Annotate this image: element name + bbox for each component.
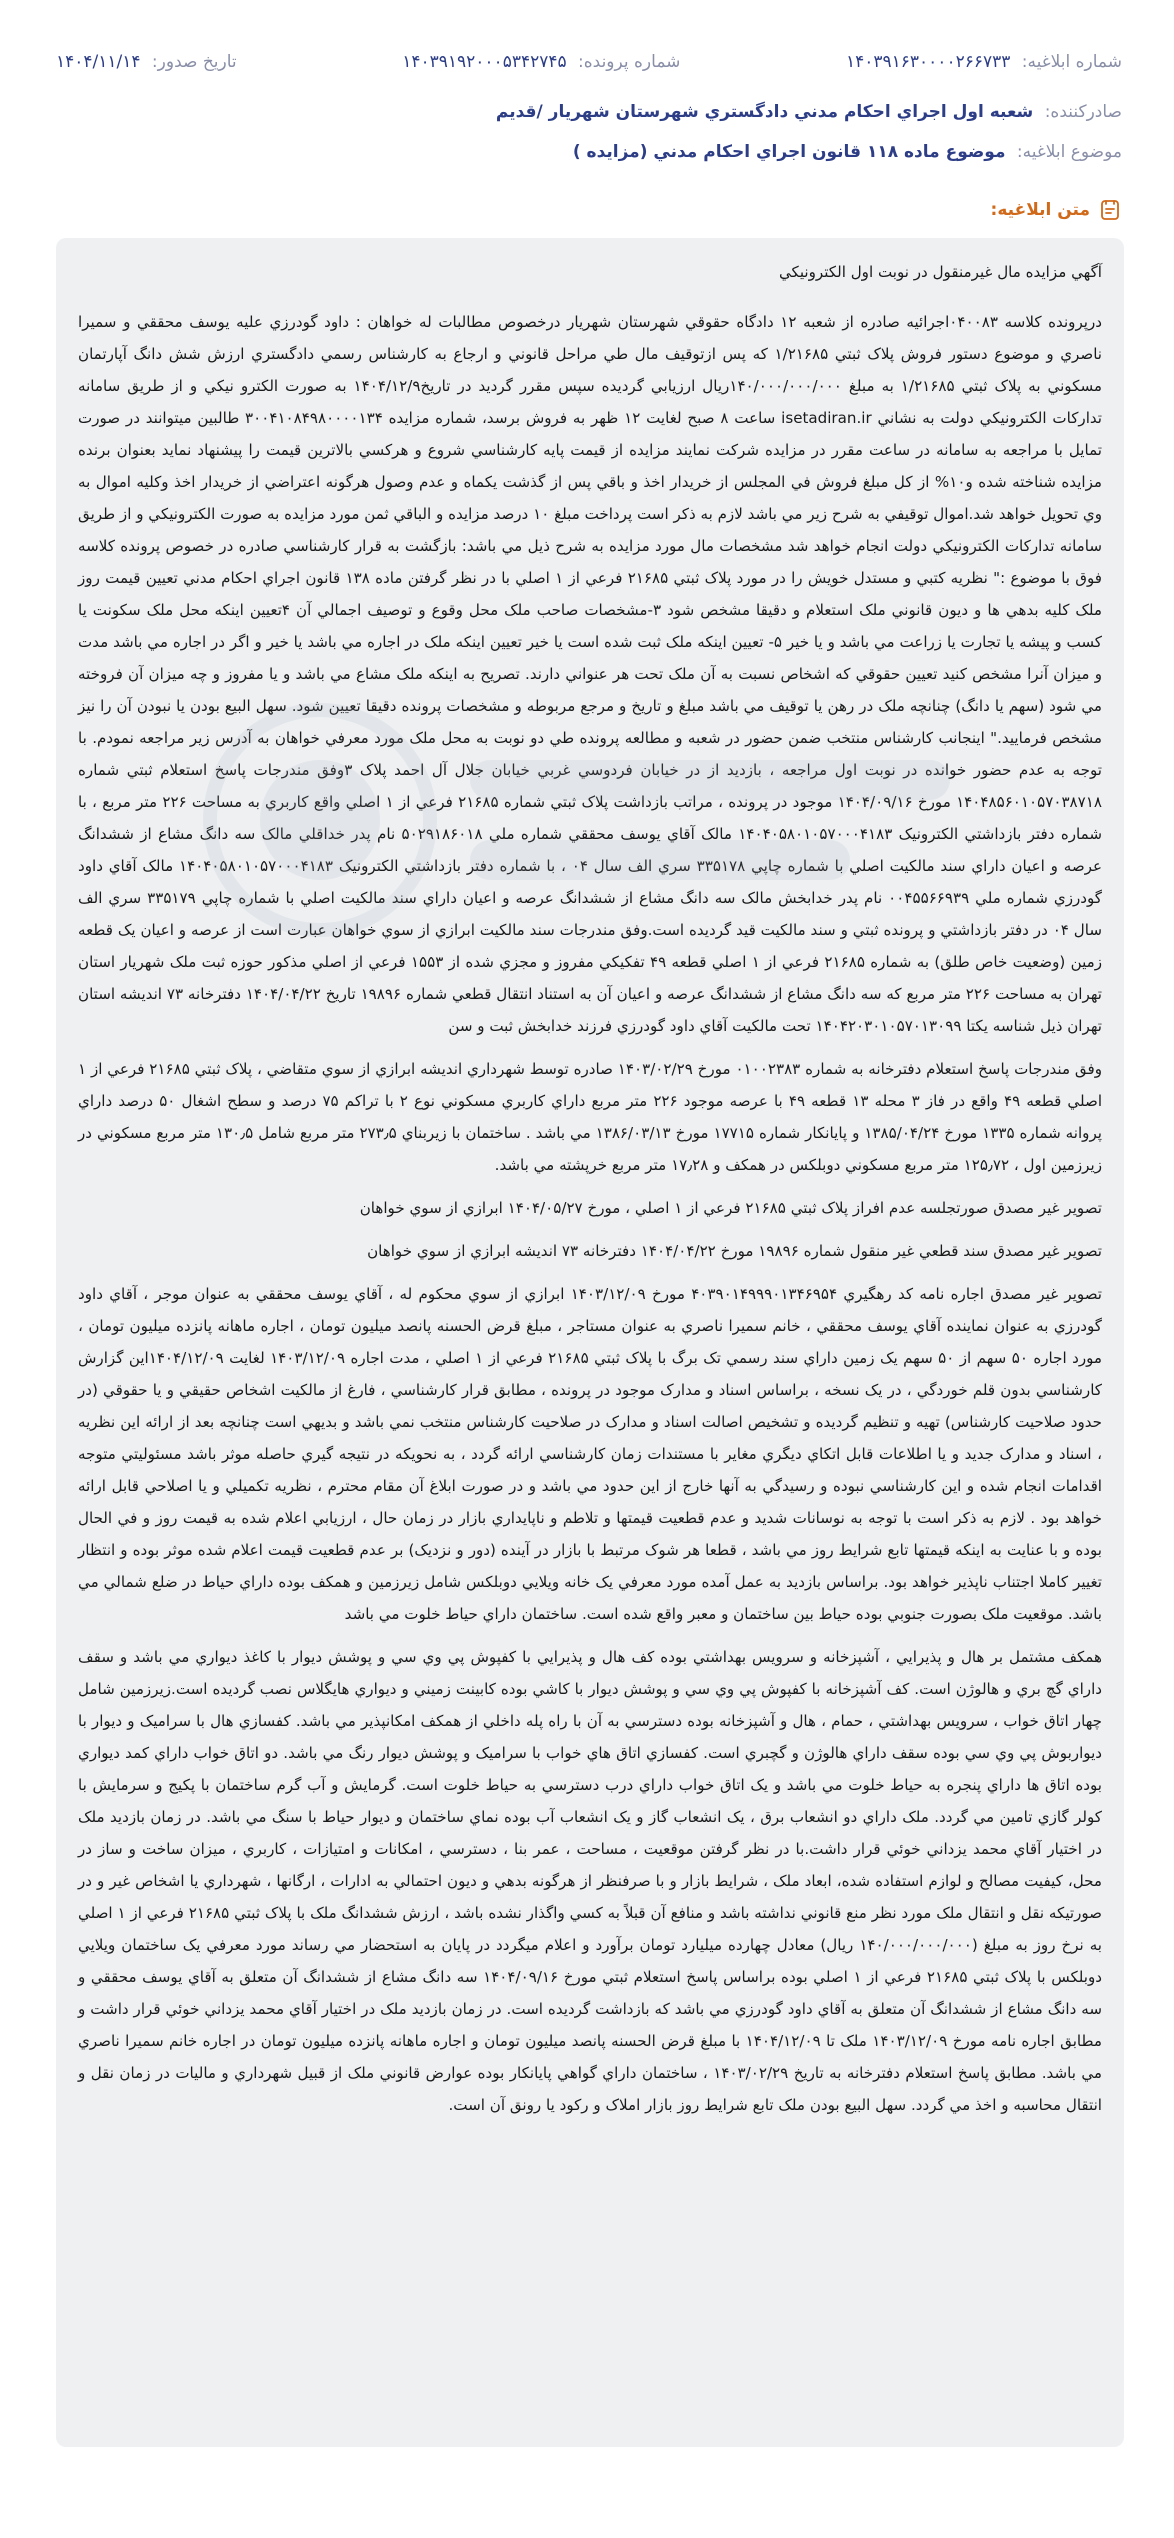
issuer-value: شعبه اول اجراي احکام مدني دادگستري شهرستان شهريار /قديم [495,102,1034,122]
notice-paragraph: تصوير غير مصدق سند قطعي غير منقول شماره ۱۹۸۹۶ مورخ ۱۴۰۴/۰۴/۲۲ دفترخانه ۷۳ انديشه ابرازي از سوي خواهان [367,1242,1102,1260]
notice-document-icon [1098,198,1122,222]
meta-header-row [56,52,1122,72]
notice-text-title: متن ابلاغيه: [990,200,1090,220]
issuer-line [56,102,1122,122]
notice-number-label: شماره ابلاغيه: [1021,52,1122,72]
issue-date-value: ۱۴۰۴/۱۱/۱۴ [56,52,141,72]
issue-date [56,52,237,72]
issuer-label: صادرکننده: [1044,102,1122,122]
notice-body-title: آگهي مزايده مال غيرمنقول در نوبت اول الکترونيکي [778,263,1102,281]
subject-line [56,142,1122,162]
notice-body [56,238,1124,2447]
notice-number-value: ۱۴۰۳۹۱۶۳۰۰۰۰۲۶۶۷۳۳ [846,52,1011,72]
notice-paragraph: درپرونده کلاسه ۰۴۰۰۸۳اجرائيه صادره از شعبه ۱۲ دادگاه حقوقي شهرستان شهريار درخصوص مطالبات له خواهان : داود گودرزي عليه يوسف محققي و سميرا ناصري و موضوع دستور فروش پلاک ثبتي ۱/۲۱۶۸۵ که پس ازتوقيف مال طي مراحل قانوني و ارجاع به کارشناس رسمي دادگستري ارزش شش دانگ آپارتمان مسکوني به پلاک ثبتي ۱/۲۱۶۸۵ به مبلغ ۱۴۰/۰۰۰/۰۰۰/۰۰۰ريال ارزيابي گرديده سپس مقرر گرديد در تاريخ۱۴۰۴/۱۲/۹ به صورت الکترو نيکي و از طريق سامانه تدارکات الکترونيکي دولت به نشاني isetadiran.ir ساعت ۸ صبح لغايت ۱۲ ظهر به فروش برسد، شماره مزايده ۳۰۰۴۱۰۸۴۹۸۰۰۰۰۱۳۴ طالبين ميتوانند در صورت تمايل با مراجعه به سامانه در ساعت مقرر در مزايده شرکت نمايند مزايده از قيمت پايه کارشناسي شروع و هرکسي بالاترين قيمت را پيشنهاد نمايد بعنوان برنده مزايده شناخته شده و۱۰% از کل مبلغ فروش في المجلس از خريدار اخذ و باقي پس از گذشت يکماه و عدم وصول هرگونه اعتراضي از خريدار اخذ وکليه اموال به وي تحويل خواهد شد.اموال توقيفي به شرح زير مي باشد لازم به ذکر است پرداخت مبلغ ۱۰ درصد مزايده و الباقي ثمن مورد مزايده به صورت الکترونيکي و از طريق سامانه تدارکات الکترونيکي دولت انجام خواهد شد مشخصات مال مورد مزايده به شرح ذيل مي باشد: بازگشت به قرار کارشناسي صادره در خصوص پرونده کلاسه فوق با موضوع :" نظريه کتبي و مستدل خويش را در مورد پلاک ثبتي ۲۱۶۸۵ فرعي از ۱ اصلي با در نظر گرفتن ماده ۱۳۸ قانون اجراي احکام مدني تعيين قيمت روز ملک کليه بدهي ها و ديون قانوني ملک استعلام و دقيقا مشخص شود ۳-مشخصات صاحب ملک محل وقوع و توصيف اجمالي آن ۴تعيين اينکه محل ملک سکونت يا کسب و پيشه يا تجارت يا زراعت مي باشد و يا خير ۵- تعيين اينکه ملک ثبت شده است يا خير تعيين اينکه ملک در اجاره مي باشد يا خير و اگر در اجاره مي باشد مدت و ميزان آنرا مشخص کنيد تعيين حقوقي که اشخاص نسبت به آن ملک تحت هر عنواني دارند. تصريح به اينکه ملک مشاع مي باشد و يا مفروز و چه ميزان آن فروخته مي شود (سهم يا دانگ) چنانچه ملک در رهن يا توقيف مي باشد مبلغ و تاريخ و مرجع مربوطه و مشخصات پرونده دقيقا تعيين شود. سهل البيع بودن يا نبودن آن را نيز مشخص فرماييد." اينجانب کارشناس منتخب ضمن حضور در شعبه و مطالعه پرونده طي دو نوبت به محل ملک مورد معرفي خواهان به آدرس زير مراجعه نمودم. با توجه به عدم حضور خوانده در نوبت اول مراجعه ، بازديد از در خيابان فردوسي غربي خيابان جلال آل احمد پلاک ۳وفق مندرجات پاسخ استعلام ثبتي شماره ۱۴۰۴۸۵۶۰۱۰۵۷۰۳۸۷۱۸ مورخ ۱۴۰۴/۰۹/۱۶ موجود در پرونده ، مراتب بازداشت پلاک ثبتي شماره ۲۱۶۸۵ فرعي از ۱ اصلي واقع کاربري به مساحت ۲۲۶ متر مربع ، با شماره دفتر بازداشتي الکترونيک ۱۴۰۴۰۵۸۰۱۰۵۷۰۰۰۴۱۸۳ مالک آقاي يوسف محققي شماره ملي ۵۰۲۹۱۸۶۰۱۸ نام پدر خداقلي مالک سه دانگ مشاع از ششدانگ عرصه و اعيان داراي سند مالکيت اصلي با شماره چاپي ۳۳۵۱۷۸ سري الف سال ۰۴ ، با شماره دفتر بازداشتي الکترونيک ۱۴۰۴۰۵۸۰۱۰۵۷۰۰۰۴۱۸۳ مالک آقاي داود گودرزي شماره ملي ۰۰۴۵۵۶۶۹۳۹ نام پدر خدابخش مالک سه دانگ مشاع از ششدانگ عرصه و اعيان داراي سند مالکيت اصلي با شماره چاپي ۳۳۵۱۷۹ سري الف سال ۰۴ در دفتر بازداشتي و پرونده ثبتي و سند مالکيت قيد گرديده است.وفق مندرجات سند مالکيت ابرازي از سوي خواهان عبارت است از عرصه و اعيان يک قطعه زمين (وضعيت خاص طلق) به شماره ۲۱۶۸۵ فرعي از ۱ اصلي قطعه ۴۹ تفکيکي مفروز و مجزي شده از ۱۵۵۳ فرعي از اصلي مذکور حوزه ثبت ملک شهريار استان تهران به مساحت ۲۲۶ متر مربع که سه دانگ مشاع از ششدانگ عرصه و اعيان آن به استناد انتقال قطعي شماره ۱۹۸۹۶ تاريخ ۱۴۰۴/۰۴/۲۲ دفترخانه ۷۳ انديشه استان تهران ذيل شناسه يکتا ۱۴۰۴۲۰۳۰۱۰۵۷۰۱۳۰۹۹ تحت مالکيت آقاي داود گودرزي فرزند خدابخش ثبت و سن [78,313,1103,1035]
notice-paragraph: تصوير غير مصدق اجاره نامه کد رهگيري ۴۰۳۹۰۱۴۹۹۹۰۱۳۴۶۹۵۴ مورخ ۱۴۰۳/۱۲/۰۹ ابرازي از سوي محکوم له ، آقاي يوسف محققي به عنوان موجر ، آقاي داود گودرزي به عنوان نماينده آقاي يوسف محققي ، خانم سميرا ناصري به عنوان مستاجر ، مبلغ قرض الحسنه پانصد ميليون تومان ، اجاره ماهانه پانزده ميليون تومان ، مورد اجاره ۵۰ سهم از ۵۰ سهم يک زمين داراي سند رسمي تک برگ با پلاک ثبتي ۲۱۶۸۵ فرعي از ۱ اصلي ، مدت اجاره ۱۴۰۳/۱۲/۰۹ لغايت ۱۴۰۴/۱۲/۰۹اين گزارش کارشناسي بدون قلم خوردگي ، در يک نسخه ، براساس اسناد و مدارک موجود در پرونده ، مطابق قرار کارشناسي ، فارغ از مالکيت اشخاص حقيقي و يا حقوقي (در حدود صلاحيت کارشناس) تهيه و تنظيم گرديده و تشخيص اصالت اسناد و مدارک در صلاحيت کارشناس منتخب نمي باشد و بديهي است چنانچه بعد از ارائه اين نظريه ، اسناد و مدارک جديد و يا اطلاعات قابل اتکاي ديگري مغاير با مستندات زمان کارشناسي ارائه گردد ، به نحويکه در نتيجه گيري حاصله موثر باشد مسئوليتي متوجه اقدامات انجام شده و اين کارشناسي نبوده و رسيدگي به آنها خارج از اين حدود مي باشد و در صورت ابلاغ آن مقام محترم ، نظريه تکميلي و يا اصلاحي قابل ارائه خواهد بود . لازم به ذکر است با توجه به نوسانات شديد و عدم قطعيت قيمتها و تلاطم و ناپايداري بازار در زمان حال ، ارزيابي اعلام شده به قيمت روز و في الحال بوده و با عنايت به اينکه قيمتها تابع شرايط روز مي باشد ، قطعا هر شوک مرتبط با بازار در آينده (دور و نزديک) بر عدم قطعيت قيمت اعلام شده موثر بوده و انتظار تغيير کاملا اجتناب ناپذير خواهد بود. براساس بازديد به عمل آمده مورد معرفي يک خانه ويلايي دوبلکس شامل زيرزمين و همکف بوده داراي حياط در ضلع شمالي مي باشد. موقعيت ملک بصورت جنوبي بوده حياط بين ساختمان و معبر واقع شده است. ساختمان داراي حياط خلوت مي باشد [78,1285,1102,1623]
subject-label: موضوع ابلاغيه: [1016,142,1122,162]
case-number-value: ۱۴۰۳۹۱۹۲۰۰۰۵۳۴۲۷۴۵ [402,52,567,72]
notice-number [846,52,1122,72]
notice-paragraph: همکف مشتمل بر هال و پذيرايي ، آشپزخانه و سرويس بهداشتي بوده کف هال و پذيرايي با کفپوش پي وي سي و پوشش ديوار با کاغذ ديواري مي باشد و سقف داراي گچ بري و هالوژن است. کف آشپزخانه با کفپوش پي وي سي و پوشش ديوار با کاشي بوده کابينت زميني و ديواري هايگلاس نصب گرديده است.زيرزمين شامل چهار اتاق خواب ، سرويس بهداشتي ، حمام ، هال و آشپزخانه بوده دسترسي به آن با راه پله داخلي از همکف امکانپذير مي باشد. کفسازي هال با سراميک و ديوار با ديواربوش پي وي سي بوده سقف داراي هالوژن و گچبري است. کفسازي اتاق هاي خواب با سراميک و پوشش ديوار رنگ مي باشد. دو اتاق خواب داراي کمد ديواري بوده اتاق ها داراي پنجره به حياط خلوت مي باشد و يک اتاق خواب داراي درب دسترسي به حياط خلوت است. گرمايش و آب گرم ساختمان با پکيج و سرمايش با کولر گازي تامين مي گردد. ملک داراي دو انشعاب برق ، يک انشعاب گاز و يک انشعاب آب بوده نماي ساختمان و ديوار حياط با سنگ مي باشد. در زمان بازديد ملک در اختيار آقاي محمد يزداني خوئي قرار داشت.با در نظر گرفتن موقعيت ، مساحت ، عمر بنا ، دسترسي ، امکانات و امتيازات ، کاربري ، ميزان ساخت و ساز در محل، کيفيت مصالح و لوازم استفاده شده، ابعاد ملک ، شرايط بازار و با صرفنظر از هرگونه بدهي و ديون احتمالي به ادارات ، ارگانها ، شهرداري يا اشخاص غير و در صورتيکه نقل و انتقال ملک مورد نظر منع قانوني نداشته باشد و منافع آن قبلاً به کسي واگذار نشده باشد ، ارزش ششدانگ ملک با پلاک ثبتي ۲۱۶۸۵ فرعي از ۱ اصلي به نرخ روز به مبلغ (۱۴۰/۰۰۰/۰۰۰/۰۰۰ ريال) معادل چهارده ميليارد تومان برآورد و اعلام ميگردد در پايان به استحضار مي رساند مورد معرفي يک ساختمان ويلايي دوبلکس با پلاک ثبتي ۲۱۶۸۵ فرعي از ۱ اصلي بوده براساس پاسخ استعلام ثبتي مورخ ۱۴۰۴/۰۹/۱۶ سه دانگ مشاع از ششدانگ آن متعلق به آقاي يوسف محققي و سه دانگ مشاع از ششدانگ آن متعلق به آقاي داود گودرزي مي باشد که بازداشت گرديده است. در زمان بازديد ملک در اختيار آقاي محمد يزداني خوئي قرار داشت و مطابق اجاره نامه مورخ ۱۴۰۳/۱۲/۰۹ ملک تا ۱۴۰۴/۱۲/۰۹ با مبلغ قرض الحسنه پانصد ميليون تومان و اجاره ماهانه پانزده ميليون تومان در اجاره خانم سميرا ناصري مي باشد. مطابق پاسخ استعلام دفترخانه به تاريخ ۱۴۰۳/۰۲/۲۹ ، ساختمان داراي گواهي پايانکار بوده عوارض قانوني ملک از قبيل شهرداري و ماليات در زمان نقل و انتقال محاسبه و اخذ مي گردد. سهل البيع بودن ملک تابع شرايط روز بازار املاک و رکود يا رونق آن است. [78,1648,1102,2114]
case-number [402,52,680,72]
issue-date-label: تاريخ صدور: [151,52,237,72]
notice-text-header [991,198,1122,222]
notice-paragraph: وفق مندرجات پاسخ استعلام دفترخانه به شماره ۰۱۰۰۲۳۸۳ مورخ ۱۴۰۳/۰۲/۲۹ صادره توسط شهرداري انديشه ابرازي از سوي متقاضي ، پلاک ثبتي ۲۱۶۸۵ فرعي از ۱ اصلي قطعه ۴۹ واقع در فاز ۳ محله ۱۳ قطعه ۴۹ با عرصه موجود ۲۲۶ متر مربع داراي کاربري مسکوني نوع ۲ با تراکم ۷۵ درصد و سطح اشغال ۵۰ درصد داراي پروانه شماره ۱۳۳۵ مورخ ۱۳۸۵/۰۴/۲۴ و پايانکار شماره ۱۷۷۱۵ مورخ ۱۳۸۶/۰۳/۱۳ مي باشد . ساختمان با زيربناي ۲۷۳٫۵ متر مربع شامل ۱۳۰٫۵ متر مربع مسکوني در زيرزمين اول ، ۱۲۵٫۷۲ متر مربع مسکوني دوبلکس در همکف و ۱۷٫۲۸ متر مربع خرپشته مي باشد. [78,1060,1103,1174]
case-number-label: شماره پرونده: [578,52,681,72]
notice-paragraph: تصوير غير مصدق صورتجلسه عدم افراز پلاک ثبتي ۲۱۶۸۵ فرعي از ۱ اصلي ، مورخ ۱۴۰۴/۰۵/۲۷ ابرازي از سوي خواهان [359,1199,1102,1217]
subject-value: موضوع ماده ۱۱۸ قانون اجراي احکام مدني (مزايده ) [572,142,1006,162]
